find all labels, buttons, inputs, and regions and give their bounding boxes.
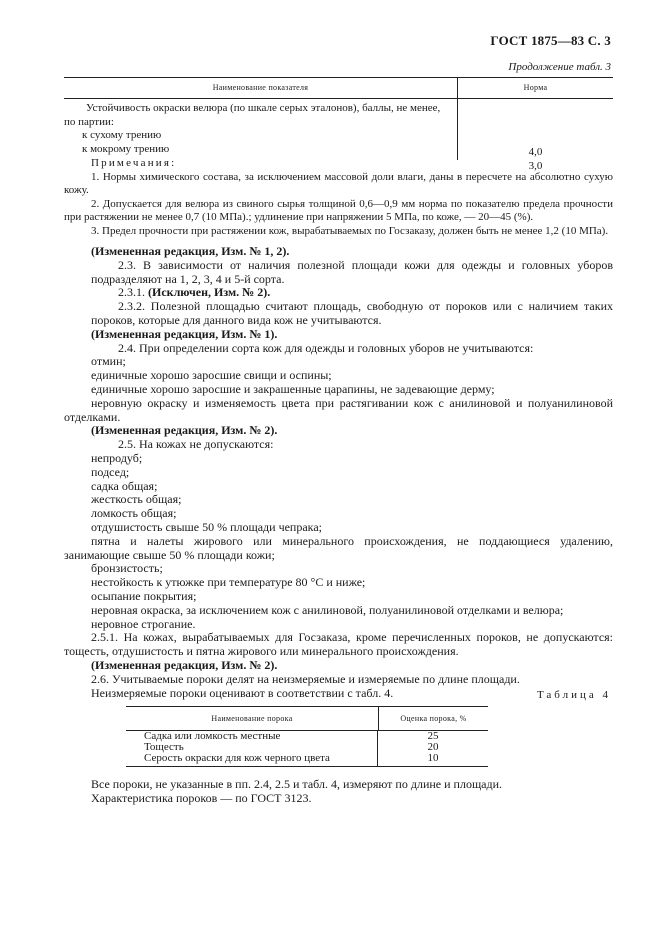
list-item: неровное строгание. [91, 616, 196, 631]
paragraph-2-3: 2.3. В зависимости от наличия полезной площади кожи для одежды и головных уборов подразделяют на 1, 2, 3, 4 и 5-й сорта. [91, 257, 613, 286]
page-header: ГОСТ 1875—83 С. 3 [490, 33, 611, 48]
list-item: садка общая; [91, 478, 158, 493]
table3-row-value: 3,0 [528, 160, 543, 172]
paragraph-2-4: 2.4. При определении сорта кож для одежды и головных уборов не учитываются: [118, 340, 534, 355]
table3-header [64, 78, 613, 99]
table3-col-norm: Норма [523, 83, 548, 92]
table3-row-value: 4,0 [528, 146, 543, 158]
main-text [64, 244, 613, 700]
list-item: осыпание покрытия; [91, 588, 197, 603]
paragraph-number: 2.3.1. [118, 285, 145, 300]
revision-note: (Измененная редакция, Изм. № 2). [91, 657, 278, 672]
closing-paragraph: Все пороки, не указанные в пп. 2.4, 2.5 и табл. 4, измеряют по длине и площади. [91, 777, 503, 791]
list-item: отдушистость свыше 50 % площади чепрака; [91, 519, 322, 534]
table3-name-cell [64, 99, 458, 160]
note-2: 2. Допускается для велюра из свиного сырья толщиной 0,6—0,9 мм норма по показателю предела прочности при растяжении не менее 0,7 (10 МПа).; удлинение при напряжении 5 МПа, по коже, — 20—45 (%). [64, 197, 613, 223]
list-item: бронзистость; [91, 561, 163, 576]
list-item: ломкость общая; [91, 506, 177, 521]
table4-col-name: Наименование порока [126, 707, 379, 730]
paragraph-2-6: 2.6. Учитываемые пороки делят на неизмеряемые и измеряемые по длине площади. [91, 671, 520, 686]
list-item: подсед; [91, 464, 130, 479]
paragraph-2-3-2: 2.3.2. Полезной площадью считают площадь, свободную от пороков или с наличием таких пороков, которые для данного вида кож не учитываются. [91, 299, 613, 327]
table3-row-label: к сухому трению [82, 129, 162, 141]
list-item: единичные хорошо заросшие свищи и оспины; [91, 368, 332, 383]
table3-row-title: Устойчивость окраски велюра (по шкале серых эталонов), баллы, не менее, [86, 102, 441, 114]
notes-label: Примечания: [91, 157, 177, 169]
paragraph-2-3-1 [91, 286, 613, 300]
table3-row-title-cont: по партии: [64, 115, 114, 128]
table4-bottom-rule [126, 766, 488, 767]
list-item: единичные хорошо заросшие и закрашенные царапины, не задевающие дерму; [91, 381, 495, 396]
revision-note: (Измененная редакция, Изм. № 1, 2). [91, 244, 290, 258]
table3-row-label: к мокрому трению [82, 142, 170, 155]
table3-value-cell [458, 99, 613, 172]
list-item: нестойкость к утюжке при температуре 80 °С и ниже; [91, 575, 366, 590]
defect-name: Серость окраски для кож черного цвета [126, 753, 378, 766]
note-3: 3. Предел прочности при растяжении кож, вырабатываемых по Госзаказу, должен быть не менее 1,2 (10 МПа). [91, 224, 609, 237]
defect-name: Садка или ломкость местные [126, 731, 378, 742]
defect-name: Тощесть [126, 742, 378, 753]
table3-col-name: Наименование показателя [64, 78, 458, 98]
excluded-note: (Исключен, Изм. № 2). [148, 285, 271, 300]
list-item: пятна и налеты жирового или минерального происхождения, не поддающиеся удалению, занимающие свыше 50 % площади кожи; [64, 533, 613, 562]
paragraph-2-5: 2.5. На кожах не допускаются: [118, 437, 274, 452]
table4 [126, 706, 488, 767]
list-item: жесткость общая; [91, 492, 182, 507]
list-item: неровную окраску и изменяемость цвета при растягивании кож с анилиновой и полуанилиновой отделками. [64, 395, 613, 424]
revision-note: (Измененная редакция, Изм. № 2). [91, 423, 278, 438]
closing-paragraph: Характеристика пороков — по ГОСТ 3123. [91, 791, 312, 805]
table4-col-score: Оценка порока, % [400, 714, 467, 723]
paragraph-2-5-1: 2.5.1. На кожах, вырабатываемых для Госзаказа, кроме перечисленных пороков, не допускаются: тощесть, отдушистость и пятна жирового или минерального происхождения. [64, 630, 613, 659]
list-item: отмин; [91, 354, 126, 369]
defect-score: 25 [427, 730, 439, 742]
defect-score: 20 [427, 741, 439, 753]
list-item: непродуб; [91, 450, 143, 465]
table4-caption: Таблица 4 [536, 689, 611, 701]
note-1: 1. Нормы химического состава, за исключением массовой доли влаги, даны в пересчете на абсолютно сухую кожу. [64, 170, 613, 196]
paragraph-2-6-cont: Неизмеряемые пороки оценивают в соответствии с табл. 4. [91, 685, 394, 700]
list-item: неровная окраска, за исключением кож с анилиновой, полуанилиновой отделками и велюра; [91, 602, 564, 617]
revision-note: (Измененная редакция, Изм. № 1). [91, 326, 278, 341]
table4-header [126, 707, 488, 731]
table3-notes [64, 157, 613, 238]
table-row [126, 753, 488, 766]
defect-score: 10 [427, 752, 439, 764]
table3-continuation-label: Продолжение табл. 3 [508, 61, 611, 73]
closing-text [91, 777, 613, 805]
